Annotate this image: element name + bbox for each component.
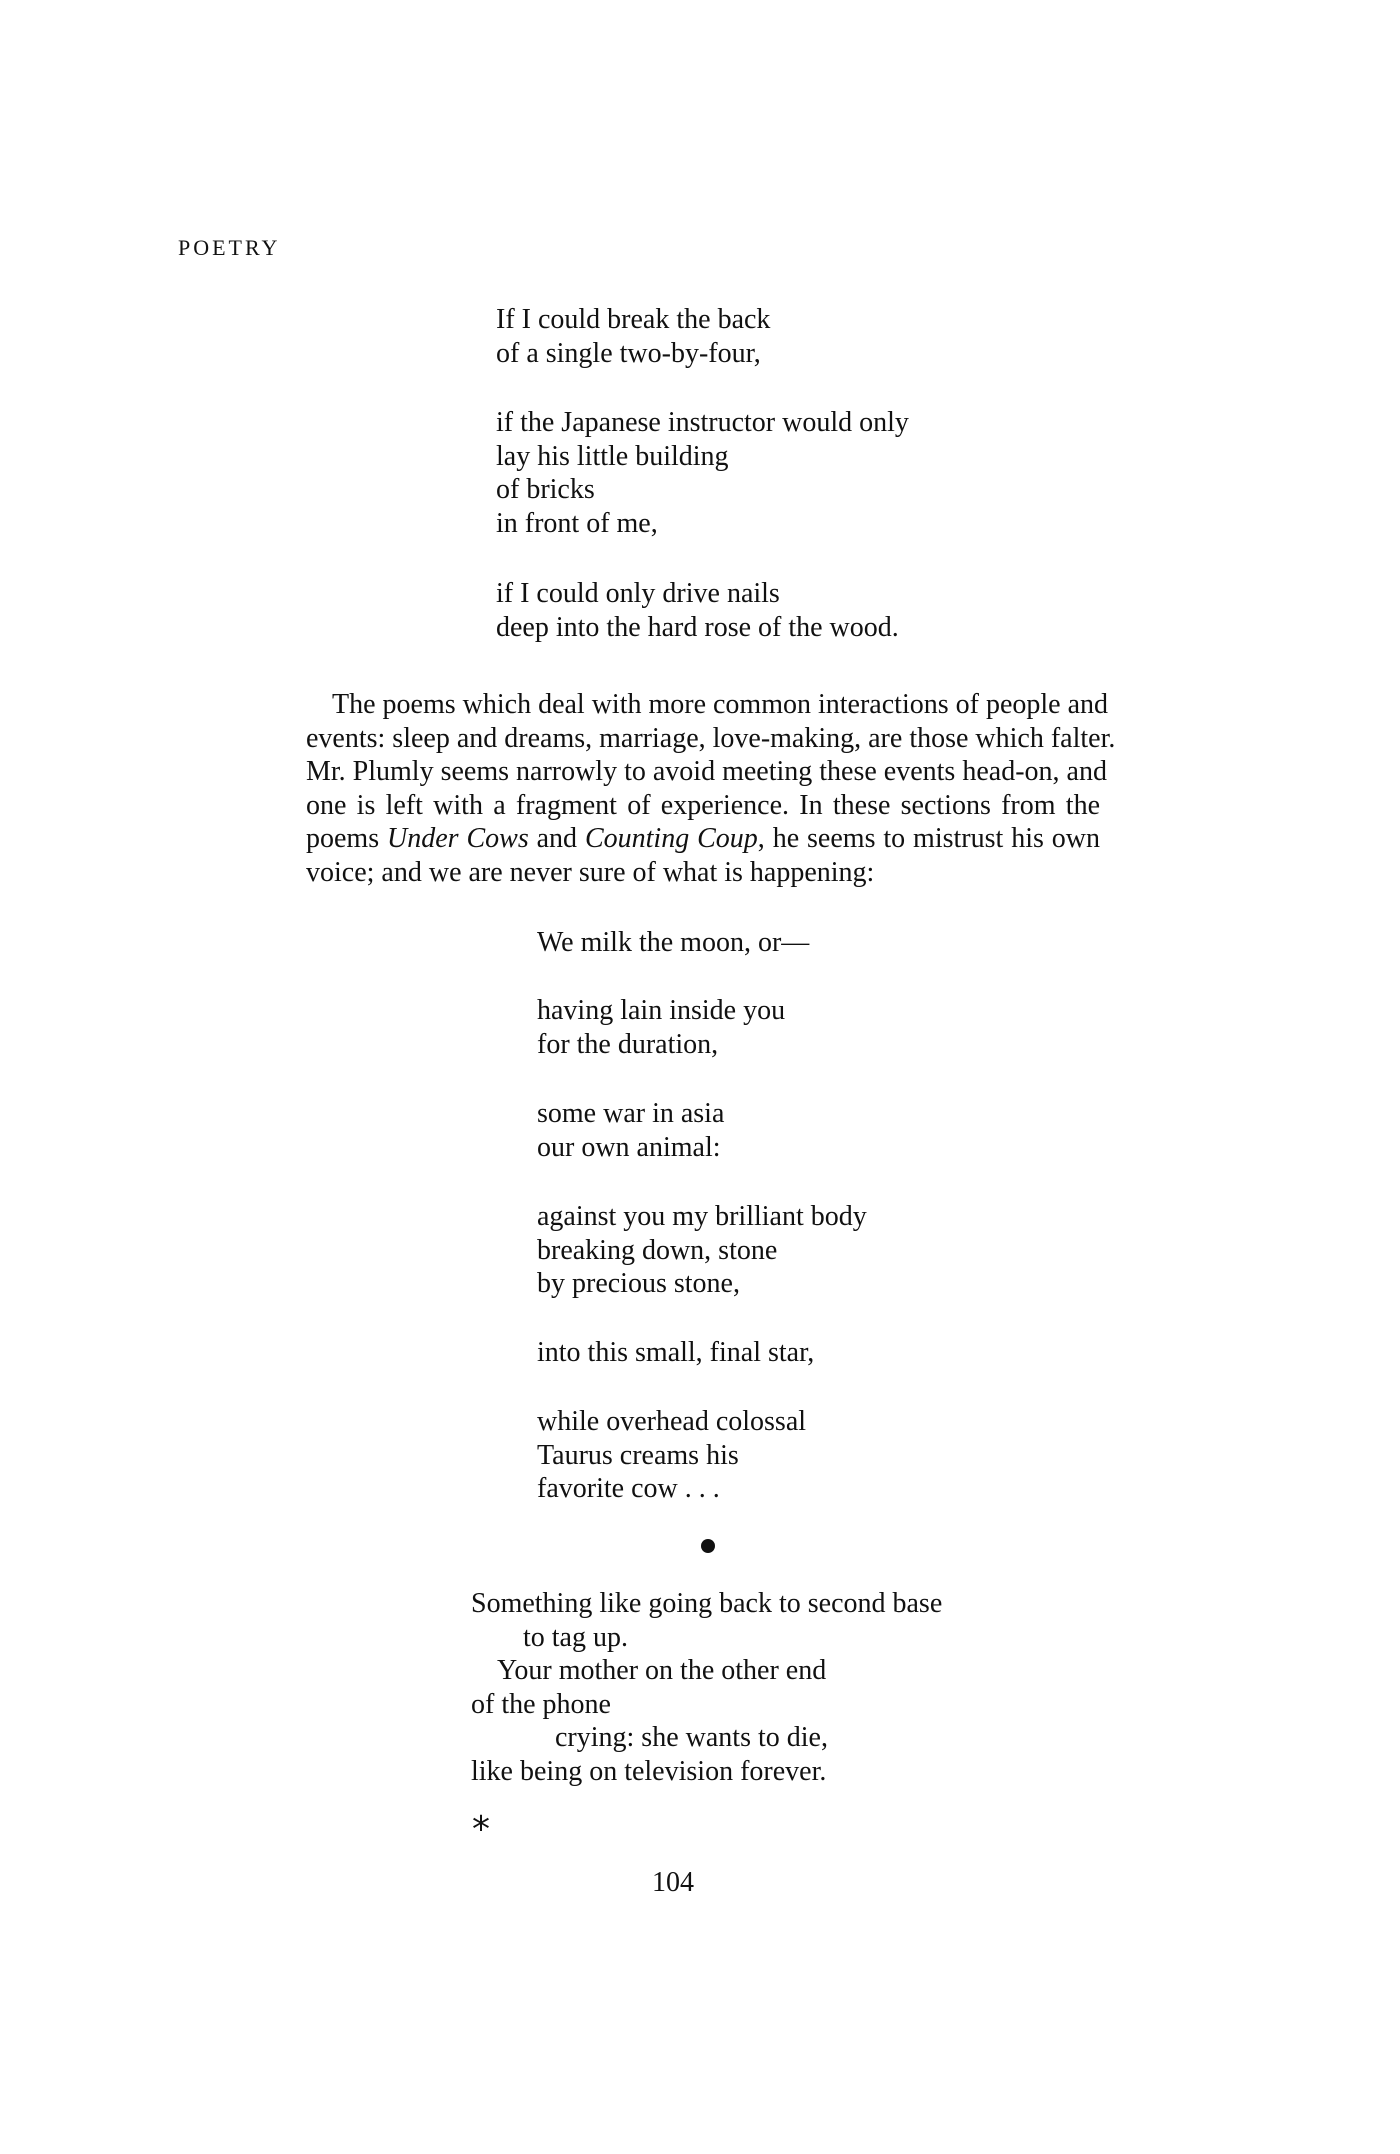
- poem-line: like being on television forever.: [471, 1755, 827, 1787]
- poem-line: Taurus creams his: [537, 1439, 739, 1471]
- stanza-7: [537, 1200, 867, 1301]
- stanza-9: [537, 1405, 806, 1506]
- poem-line: Something like going back to second base: [471, 1588, 943, 1619]
- stanza-3: [496, 577, 899, 644]
- prose-line: one is left with a fragment of experience. In these sections from the: [306, 789, 1100, 821]
- poem-title-counting-coup: Counting Coup: [584, 823, 758, 854]
- stanza-2: [496, 406, 909, 540]
- stanza-1: [496, 303, 770, 370]
- section-divider-bullet: [701, 1539, 715, 1553]
- poem-line: in front of me,: [496, 507, 658, 539]
- prose-paragraph: [306, 688, 1116, 889]
- stanza-5: [537, 994, 785, 1061]
- poem-line: by precious stone,: [537, 1268, 740, 1299]
- poem-line: against you my brilliant body: [537, 1201, 867, 1232]
- poem-line: Your mother on the other end: [497, 1655, 827, 1686]
- poem-line: if I could only drive nails: [496, 578, 780, 609]
- poem-line: into this small, final star,: [537, 1337, 815, 1368]
- poem-line: breaking down, stone: [537, 1234, 778, 1266]
- poem-line: deep into the hard rose of the wood.: [496, 611, 899, 643]
- prose-line: Mr. Plumly seems narrowly to avoid meeting these events head-on, and: [306, 756, 1107, 787]
- prose-line: The poems which deal with more common interactions of people and: [332, 689, 1109, 720]
- prose-text: poems: [306, 823, 388, 854]
- poem-line: of bricks: [496, 474, 595, 505]
- running-head: POETRY: [178, 235, 281, 260]
- stanza-10: [471, 1587, 942, 1788]
- poem-line: for the duration,: [537, 1028, 719, 1060]
- poem-line: If I could break the back: [496, 304, 771, 335]
- stanza-4: [537, 926, 809, 960]
- poem-line: if the Japanese instructor would only: [496, 407, 909, 438]
- poem-line: crying: she wants to die,: [555, 1722, 828, 1753]
- prose-line: events: sleep and dreams, marriage, love-making, are those which falter.: [306, 722, 1116, 754]
- poem-line: We milk the moon, or—: [537, 927, 810, 958]
- poem-line: of a single two-by-four,: [496, 337, 761, 369]
- page-number: 104: [652, 1867, 694, 1898]
- prose-line: [306, 822, 1100, 856]
- prose-line: voice; and we are never sure of what is happening:: [306, 856, 875, 888]
- stanza-6: [537, 1097, 724, 1164]
- poem-line: favorite cow . . .: [537, 1473, 720, 1504]
- stanza-8: [537, 1336, 814, 1370]
- poem-line: while overhead colossal: [537, 1406, 807, 1437]
- prose-text: , he seems to mistrust his own: [757, 823, 1100, 854]
- poem-line: having lain inside you: [537, 995, 786, 1026]
- poem-line: some war in asia: [537, 1098, 725, 1129]
- poem-title-under-cows: Under Cows: [387, 823, 529, 854]
- poem-line: to tag up.: [523, 1621, 628, 1653]
- section-end-asterisk: *: [472, 1809, 490, 1850]
- poem-line: of the phone: [471, 1688, 611, 1720]
- poem-line: our own animal:: [537, 1131, 721, 1163]
- prose-text: and: [528, 823, 585, 854]
- poem-line: lay his little building: [496, 440, 729, 472]
